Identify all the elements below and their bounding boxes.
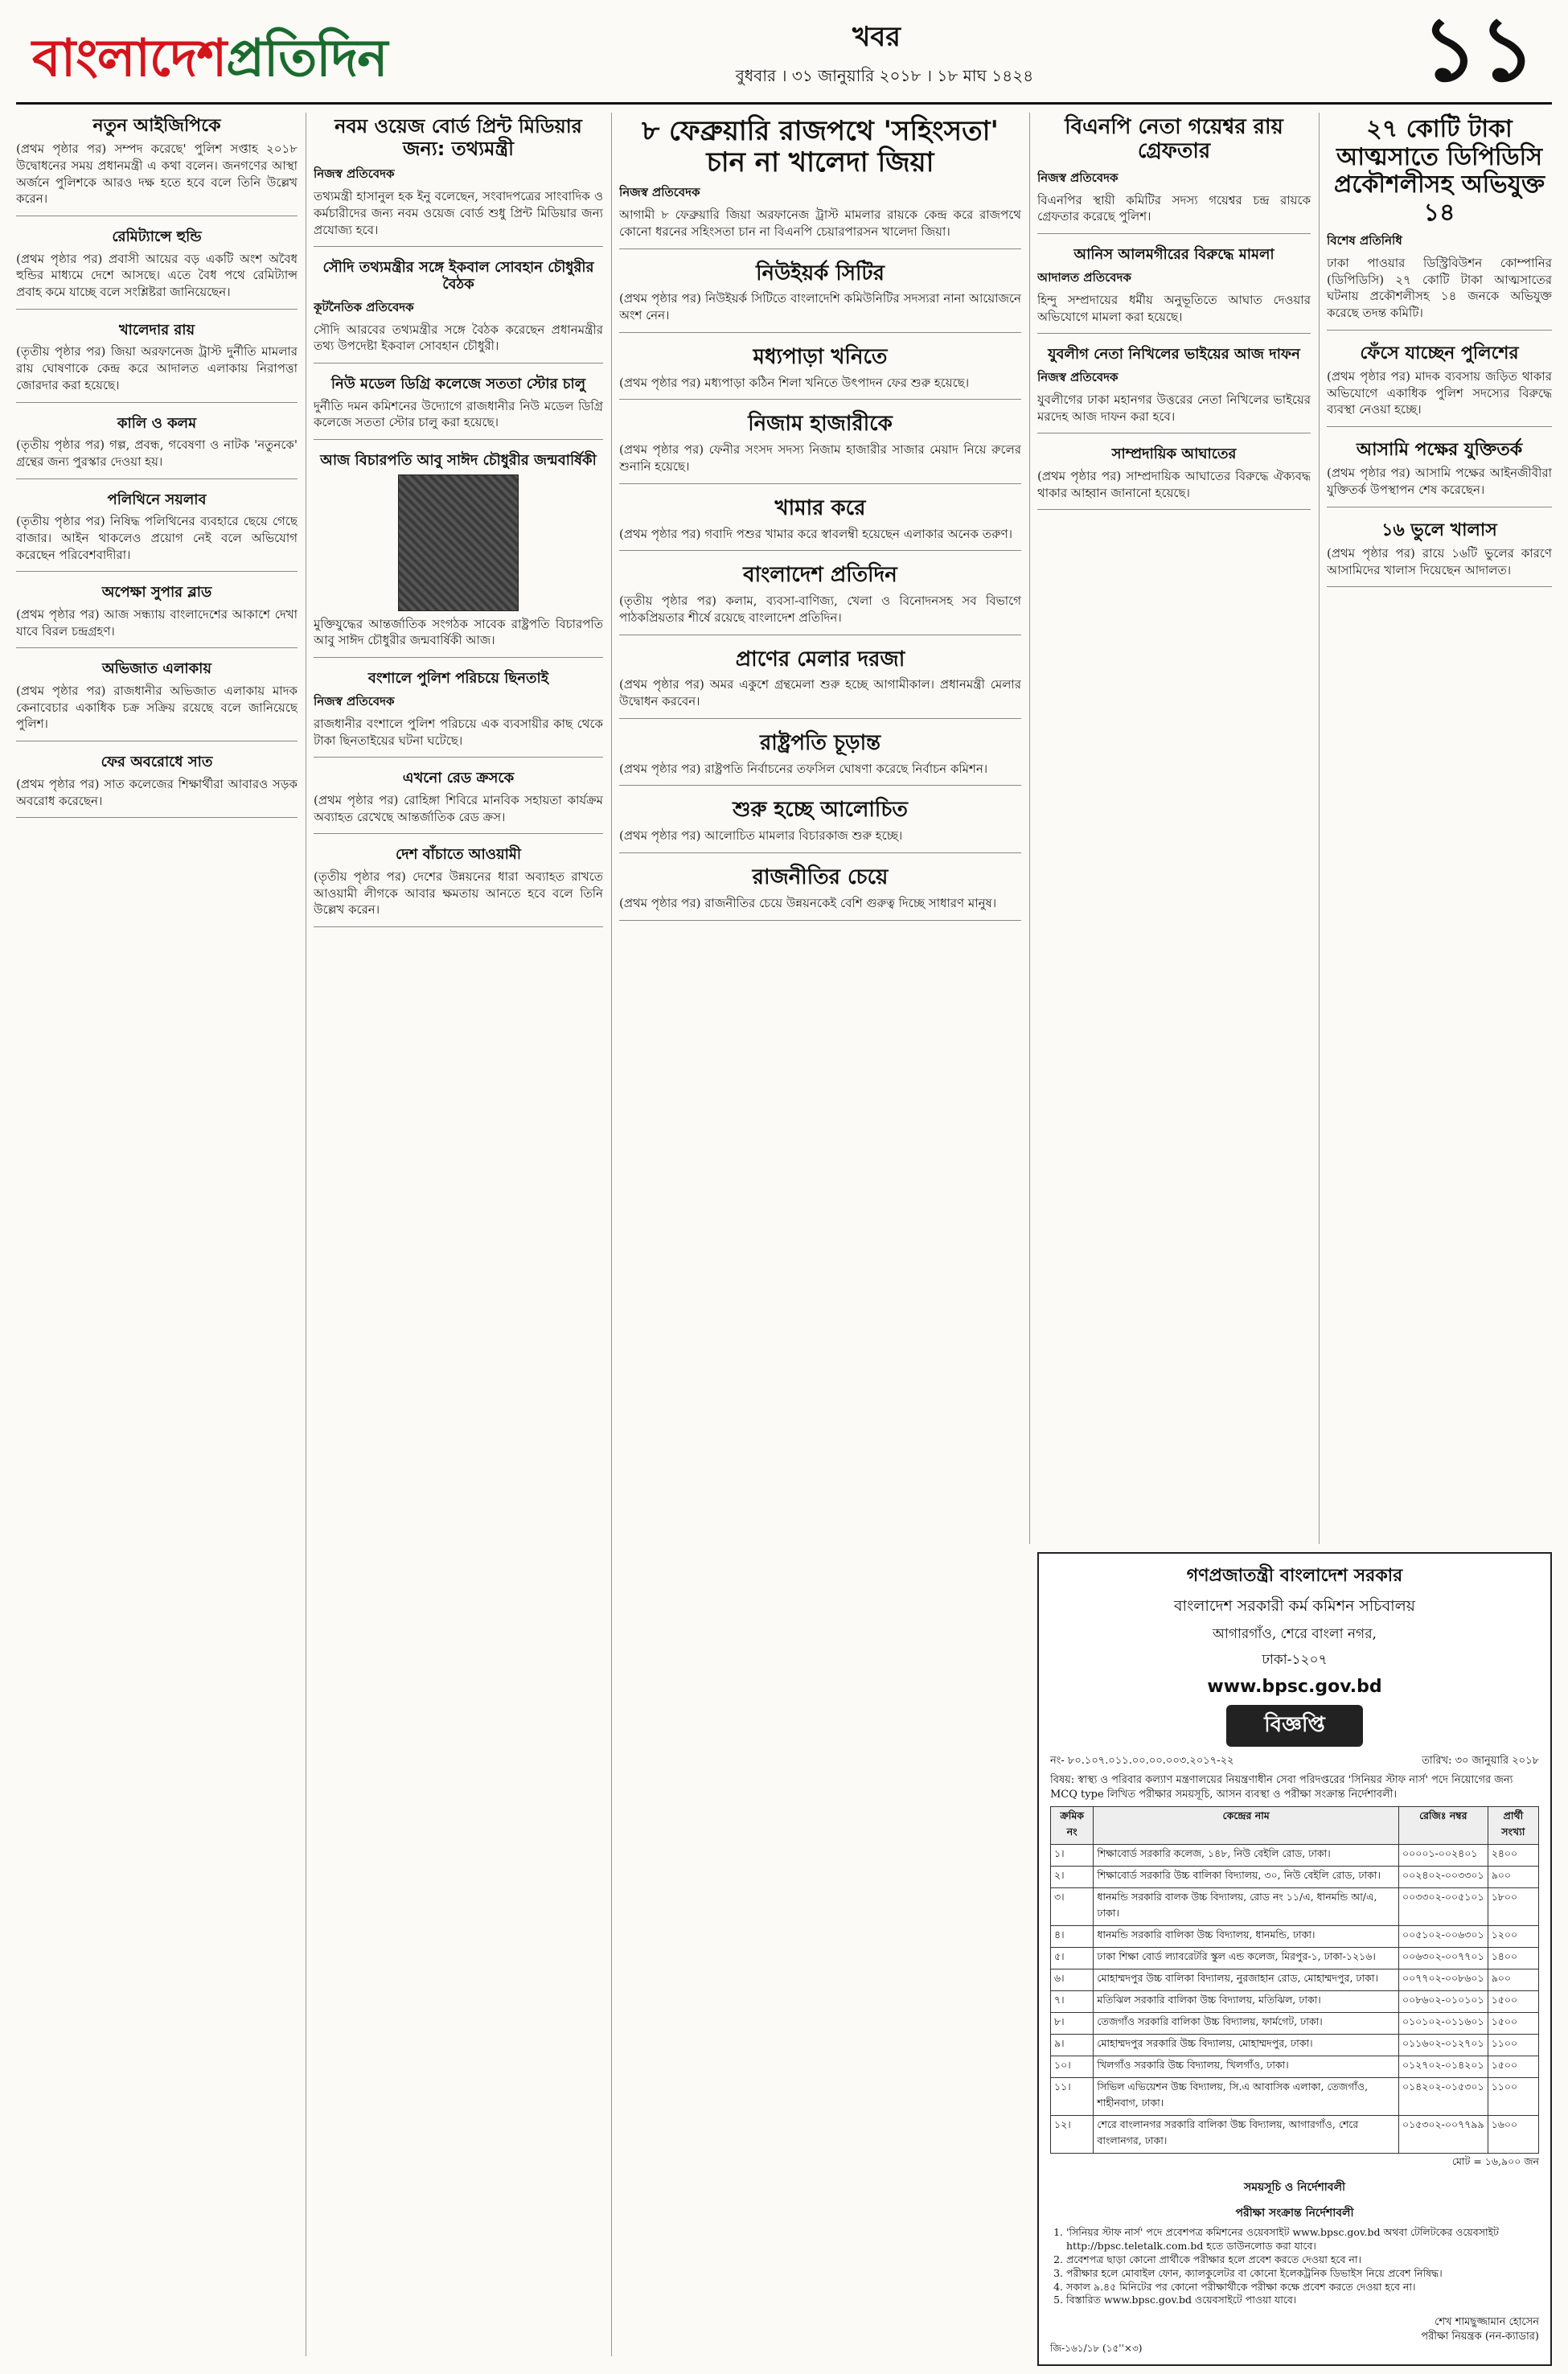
- table-cell: মোহাম্মদপুর সরকারি উচ্চ বিদ্যালয়, মোহাম্মদপুর, ঢাকা।: [1094, 2035, 1399, 2056]
- headline[interactable]: বংশালে পুলিশ পরিচয়ে ছিনতাই: [367, 670, 549, 688]
- table-row: [1051, 1867, 1539, 1888]
- column-3: [619, 113, 1021, 2356]
- table-cell: ০০০০১-০০২৪০১: [1398, 1845, 1488, 1867]
- byline: নিজস্ব প্রতিবেদক: [314, 693, 395, 709]
- table-cell: ৯০০: [1488, 1867, 1538, 1888]
- story-text: বিএনপির স্থায়ী কমিটির সদস্য গয়েশ্বর চন্দ্র রায়কে গ্রেফতার করেছে পুলিশ।: [1037, 192, 1311, 224]
- headline[interactable]: কালি ও কলম: [117, 414, 197, 432]
- headline[interactable]: দেশ বাঁচাতে আওয়ামী: [395, 846, 522, 864]
- headline[interactable]: এখনো রেড ক্রসকে: [402, 770, 515, 787]
- table-cell: ১২০০: [1488, 1926, 1538, 1948]
- column-4: [1037, 113, 1311, 1544]
- table-cell: তেজগাঁও সরকারি বালিকা উচ্চ বিদ্যালয়, ফার্মগেট, ঢাকা।: [1094, 2013, 1399, 2035]
- table-row: [1051, 1845, 1539, 1867]
- headline[interactable]: ফেঁসে যাচ্ছেন পুলিশের: [1360, 343, 1519, 363]
- story-text: (প্রথম পৃষ্ঠার পর) রোহিঙ্গা শিবিরে মানবিক সহায়তা কার্যক্রম অব্যাহত রেখেছে আন্তর্জাতিক রেড ক্রস।: [314, 792, 603, 824]
- headline[interactable]: যুবলীগ নেতা নিখিলের ভাইয়ের আজ দাফন: [1048, 346, 1300, 363]
- story: [16, 229, 298, 310]
- story: [314, 376, 603, 440]
- table-cell: ১০।: [1051, 2056, 1094, 2078]
- table-cell: ৫।: [1051, 1948, 1094, 1969]
- column-5: [1327, 113, 1552, 1544]
- column-1: [16, 113, 298, 2356]
- story: [314, 453, 603, 658]
- table-cell: ৮।: [1051, 2013, 1094, 2035]
- headline[interactable]: পলিথিনে সয়লাব: [107, 491, 207, 508]
- table-cell: ১৫০০: [1488, 2056, 1538, 2078]
- table-cell: ১২।: [1051, 2116, 1094, 2154]
- story-text: (প্রথম পৃষ্ঠার পর) প্রবাসী আয়ের বড় একটি অংশ অবৈধ হুন্ডির মাধ্যমে দেশে আসছে। এতে বৈধ পথে রেমিট্যান্স প্রবাহ কমে যাচ্ছে বলে সংশ্লিষ্টরা জানিয়েছেন।: [16, 251, 298, 300]
- story: [619, 866, 1021, 921]
- notice-addr1: আগারগাঁও, শেরে বাংলা নগর,: [1213, 1626, 1377, 1642]
- section-name: খবর: [852, 21, 901, 53]
- story-text: (তৃতীয় পৃষ্ঠার পর) গল্প, প্রবন্ধ, গবেষণা ও নাটক 'নতুনকে' গ্রন্থের জন্য পুরস্কার দেওয়া হয়।: [16, 437, 298, 469]
- story-text: (প্রথম পৃষ্ঠার পর) আজ সন্ধ্যায় বাংলাদেশের আকাশে দেখা যাবে বিরল চন্দ্রগ্রহণ।: [16, 607, 298, 639]
- notice-badge: বিজ্ঞপ্তি: [1226, 1705, 1363, 1747]
- story: [314, 671, 603, 758]
- page-number: ১১: [1421, 0, 1536, 101]
- headline[interactable]: নিউইয়র্ক সিটির: [756, 261, 885, 285]
- notice-subject: বিষয়: স্বাস্থ্য ও পরিবার কল্যাণ মন্ত্রণালয়ের নিয়ন্ত্রণাধীন সেবা পরিদপ্তরের 'সিনিয়র স্টাফ নার্স' পদে নিয়োগের জন্য MCQ type লিখিত পরীক্ষার সময়সূচি, আসন ব্যবস্থা ও পরীক্ষা সংক্রান্ত নির্দেশাবলী।: [1050, 1774, 1513, 1801]
- story: [619, 564, 1021, 635]
- story-text: (প্রথম পৃষ্ঠার পর) রাজনীতির চেয়ে উন্নয়নকেই বেশি গুরুত্ব দিচ্ছে সাধারণ মানুষ।: [619, 895, 997, 910]
- story-text: (প্রথম পৃষ্ঠার পর) সাত কলেজের শিক্ষার্থীরা আবারও সড়ক অবরোধ করেছেন।: [16, 776, 298, 808]
- story-text: (প্রথম পৃষ্ঠার পর) রাজধানীর অভিজাত এলাকায় মাদক কেনাবেচার একাধিক চক্র সক্রিয় রয়েছে বলে জানিয়েছে পুলিশ।: [16, 684, 298, 732]
- story-text: (প্রথম পৃষ্ঠার পর) মাদক ব্যবসায় জড়িত থাকার অভিযোগে একাধিক পুলিশ সদস্যের বিরুদ্ধে ব্যবস্থা নেওয়া হচ্ছে।: [1327, 369, 1552, 417]
- story: [1037, 116, 1311, 234]
- table-row: [1051, 1991, 1539, 2013]
- story: [314, 260, 603, 363]
- story: [314, 770, 603, 834]
- story: [619, 732, 1021, 787]
- table-cell: ১৫০০: [1488, 2013, 1538, 2035]
- story-text: (প্রথম পৃষ্ঠার পর) রায়ে ১৬টি ভুলের কারণে আসামিদের খালাস দিয়েছেন আদালত।: [1327, 546, 1552, 577]
- notice-org: বাংলাদেশ সরকারী কর্ম কমিশন সচিবালয়: [1173, 1597, 1415, 1615]
- rule-item: 4. সকাল ৯.৪৫ মিনিটের পর কোনো পরীক্ষার্থীকে পরীক্ষা কক্ষে প্রবেশ করতে দেওয়া হবে না।: [1066, 2281, 1539, 2294]
- table-row: [1051, 2056, 1539, 2078]
- story-text: আগামী ৮ ফেব্রুয়ারি জিয়া অরফানেজ ট্রাস্ট মামলার রায়কে কেন্দ্র করে রাজপথে কোনো ধরনের সহিংসতা চান না বিএনপি চেয়ারপারসন খালেদা জিয়া।: [619, 207, 1021, 239]
- table-cell: ০১১৬০২-০১২৭০১: [1398, 2035, 1488, 2056]
- table-row: [1051, 2116, 1539, 2154]
- story: [16, 754, 298, 818]
- table-cell: ০০৮৬০২-০১০১০১: [1398, 1991, 1488, 2013]
- table-cell: ধানমন্ডি সরকারি বালক উচ্চ বিদ্যালয়, রোড নং ১১/এ, ধানমন্ডি আ/এ, ঢাকা।: [1094, 1888, 1399, 1926]
- table-cell: ০১৪২০২-০১৫৩০১: [1398, 2078, 1488, 2116]
- table-cell: ৯।: [1051, 2035, 1094, 2056]
- headline[interactable]: নিউ মডেল ডিগ্রি কলেজে সততা স্টোর চালু: [330, 376, 586, 392]
- story-text: (প্রথম পৃষ্ঠার পর) সাম্প্রদায়িক আঘাতের বিরুদ্ধে ঐক্যবদ্ধ থাকার আহ্বান জানানো হয়েছে।: [1037, 468, 1311, 500]
- story: [619, 346, 1021, 400]
- table-cell: খিলগাঁও সরকারি উচ্চ বিদ্যালয়, খিলগাঁও, ঢাকা।: [1094, 2056, 1399, 2078]
- table-cell: ১১।: [1051, 2078, 1094, 2116]
- table-cell: ০১২৭০২-০১৪২০১: [1398, 2056, 1488, 2078]
- table-cell: ০১৫৩০২-০০৭৭৯৯: [1398, 2116, 1488, 2154]
- table-cell: ১।: [1051, 1845, 1094, 1867]
- headline[interactable]: সৌদি তথ্যমন্ত্রীর সঙ্গে ইকবাল সোবহান চৌধুরীর বৈঠক: [322, 259, 594, 293]
- column-2: [314, 113, 603, 2356]
- headline[interactable]: নিজাম হাজারীকে: [748, 412, 893, 437]
- story-text: (প্রথম পৃষ্ঠার পর) মধ্যপাড়া কঠিন শিলা খনিতে উৎপাদন ফের শুরু হয়েছে।: [619, 375, 970, 390]
- signer-title: পরীক্ষা নিয়ন্ত্রক (নন-ক্যাডার): [1421, 2330, 1539, 2343]
- story-text: (প্রথম পৃষ্ঠার পর) গবাদি পশুর খামার করে স্বাবলম্বী হয়েছেন এলাকার অনেক তরুণ।: [619, 526, 1012, 541]
- logo-part1: বাংলাদেশ: [32, 29, 227, 88]
- headline[interactable]: আনিস আলমগীরের বিরুদ্ধে মামলা: [1073, 246, 1275, 264]
- story: [16, 661, 298, 741]
- notice-gov: গণপ্রজাতন্ত্রী বাংলাদেশ সরকার: [1186, 1566, 1403, 1586]
- story: [16, 585, 298, 648]
- rules-title: পরীক্ষা সংক্রান্ত নির্দেশাবলী: [1235, 2207, 1354, 2220]
- notice-code: জি-১৬১/১৮ (১৫''×৩): [1050, 2343, 1143, 2354]
- notice-ref: নং- ৮০.১০৭.০১১.০০.০০.০০৩.২০১৭-২২: [1050, 1755, 1234, 1767]
- rule-item: 2. প্রবেশপত্র ছাড়া কোনো প্রার্থীকে পরীক্ষার হলে প্রবেশ করতে দেওয়া হবে না।: [1066, 2253, 1539, 2267]
- headline[interactable]: শুরু হচ্ছে আলোচিত: [733, 798, 908, 823]
- table-row: [1051, 2013, 1539, 2035]
- headline[interactable]: রেমিট্যান্সে হুন্ডি: [112, 228, 202, 246]
- center-table: [1050, 1806, 1539, 2154]
- notice-addr2: ঢাকা-১২০৭: [1262, 1652, 1328, 1668]
- table-cell: ০০২৪০২-০০৩৩০১: [1398, 1867, 1488, 1888]
- table-cell: শেরে বাংলানগর সরকারি বালিকা উচ্চ বিদ্যালয়, আগারগাঁও, শেরে বাংলানগর, ঢাকা।: [1094, 2116, 1399, 2154]
- table-header: প্রার্থী সংখ্যা: [1488, 1807, 1538, 1845]
- story: [1327, 520, 1552, 588]
- table-header: ক্রমিক নং: [1051, 1807, 1094, 1845]
- table-cell: মতিঝিল সরকারি বালিকা উচ্চ বিদ্যালয়, মতিঝিল, ঢাকা।: [1094, 1991, 1399, 2013]
- story-text: (প্রথম পৃষ্ঠার পর) আসামি পক্ষের আইনজীবীরা যুক্তিতর্ক উপস্থাপন শেষ করেছেন।: [1327, 466, 1552, 498]
- rule-item: 3. পরীক্ষার হলে মোবাইল ফোন, ক্যালকুলেটর বা কোনো ইলেকট্রনিক ডিভাইস নিয়ে প্রবেশ নিষিদ্ধ।: [1066, 2267, 1539, 2281]
- table-row: [1051, 2035, 1539, 2056]
- story-text: দুর্নীতি দমন কমিশনের উদ্যোগে রাজধানীর নিউ মডেল ডিগ্রি কলেজে সততা স্টোর চালু করা হয়েছে।: [314, 398, 603, 430]
- table-cell: ৭।: [1051, 1991, 1094, 2013]
- story: [1037, 347, 1311, 433]
- table-cell: সিভিল এভিয়েশন উচ্চ বিদ্যালয়, সি.এ আবাসিক এলাকা, তেজগাঁও, শাহীনবাগ, ঢাকা।: [1094, 2078, 1399, 2116]
- table-row: [1051, 1926, 1539, 1948]
- story-text: হিন্দু সম্প্রদায়ের ধর্মীয় অনুভূতিতে আঘাত দেওয়ার অভিযোগে মামলা করা হয়েছে।: [1037, 292, 1311, 324]
- byline: নিজস্ব প্রতিবেদক: [1037, 170, 1119, 185]
- table-cell: ০১০১০২-০১১৬০১: [1398, 2013, 1488, 2035]
- story: [619, 116, 1021, 249]
- logo-part2: প্রতিদিন: [226, 29, 388, 88]
- table-header: কেন্দ্রের নাম: [1094, 1807, 1399, 1845]
- story: [1037, 247, 1311, 334]
- table-cell: ০০৩৩০২-০০৫১০১: [1398, 1888, 1488, 1926]
- story: [1327, 116, 1552, 331]
- table-cell: ১১০০: [1488, 2078, 1538, 2116]
- headline[interactable]: নতুন আইজিপিকে: [92, 116, 221, 136]
- table-cell: ঢাকা শিক্ষা বোর্ড ল্যাবরেটরি স্কুল এন্ড কলেজ, মিরপুর-১, ঢাকা-১২১৬।: [1094, 1948, 1399, 1969]
- story: [16, 322, 298, 403]
- headline[interactable]: নবম ওয়েজ বোর্ড প্রিন্ট মিডিয়ার জন্য: তথ্যমন্ত্রী: [335, 115, 582, 160]
- headline[interactable]: অভিজাত এলাকায়: [102, 660, 211, 678]
- table-cell: ১৮০০: [1488, 1888, 1538, 1926]
- rule-item: 5. বিস্তারিত www.bpsc.gov.bd ওয়েবসাইটে পাওয়া যাবে।: [1066, 2294, 1539, 2307]
- headline[interactable]: ২৭ কোটি টাকা আত্মসাতে ডিপিডিসি প্রকৌশলীসহ অভিযুক্ত ১৪: [1333, 115, 1545, 227]
- masthead: [16, 0, 1552, 105]
- table-cell: ১৪০০: [1488, 1948, 1538, 1969]
- table-header: রেজিঃ নম্বর: [1398, 1807, 1488, 1845]
- table-row: [1051, 1969, 1539, 1991]
- table-cell: শিক্ষাবোর্ড সরকারি কলেজ, ১৪৮, নিউ বেইলি রোড, ঢাকা।: [1094, 1845, 1399, 1867]
- story: [314, 847, 603, 927]
- headline[interactable]: অপেক্ষা সুপার ব্লাড: [101, 584, 212, 602]
- headline[interactable]: আসামি পক্ষের যুক্তিতর্ক: [1356, 440, 1523, 461]
- story-text: (প্রথম পৃষ্ঠার পর) আলোচিত মামলার বিচারকাজ শুরু হচ্ছে।: [619, 828, 903, 844]
- story: [1037, 446, 1311, 510]
- table-cell: ২।: [1051, 1867, 1094, 1888]
- story: [16, 116, 298, 216]
- headline[interactable]: প্রাণের মেলার দরজা: [735, 647, 905, 672]
- story-text: তথ্যমন্ত্রী হাসানুল হক ইনু বলেছেন, সংবাদপত্রের সাংবাদিক ও কর্মচারীদের জন্য নবম ওয়েজ বোর্ড শুধু প্রিন্ট মিডিয়ার জন্য প্রযোজ্য হবে।: [314, 189, 603, 237]
- table-cell: ৯০০: [1488, 1969, 1538, 1991]
- table-cell: ধানমন্ডি সরকারি বালিকা উচ্চ বিদ্যালয়, ধানমন্ডি, ঢাকা।: [1094, 1926, 1399, 1948]
- rule-item: 1. 'সিনিয়র স্টাফ নার্স' পদে প্রবেশপত্র কমিশনের ওয়েবসাইট www.bpsc.gov.bd অথবা টেলিটকের ওয়েবসাইট http://bpsc.teletalk.com.bd হতে ডাউনলোড করা যাবে।: [1066, 2226, 1539, 2253]
- headline[interactable]: ৮ ফেব্রুয়ারি রাজপথে 'সহিংসতা' চান না খালেদা জিয়া: [642, 115, 999, 179]
- byline: নিজস্ব প্রতিবেদক: [619, 185, 700, 200]
- byline: নিজস্ব প্রতিবেদক: [314, 166, 395, 182]
- notice-url[interactable]: www.bpsc.gov.bd: [1207, 1677, 1382, 1697]
- story-text: (প্রথম পৃষ্ঠার পর) নিউইয়র্ক সিটিতে বাংলাদেশি কমিউনিটির সদস্যরা নানা আয়োজনে অংশ নেন।: [619, 291, 1021, 323]
- story: [619, 413, 1021, 483]
- byline: বিশেষ প্রতিনিধি: [1327, 233, 1402, 248]
- story-text: (তৃতীয় পৃষ্ঠার পর) নিষিদ্ধ পলিথিনের ব্যবহারে ছেয়ে গেছে বাজার। আইন থাকলেও প্রয়োগ নেই বলে অভিযোগ করেছেন পরিবেশবাদীরা।: [16, 514, 298, 562]
- story: [16, 416, 298, 479]
- byline: নিজস্ব প্রতিবেদক: [1037, 369, 1119, 384]
- table-row: [1051, 1948, 1539, 1969]
- table-cell: ২৪০০: [1488, 1845, 1538, 1867]
- story: [619, 648, 1021, 719]
- notice-total: মোট = ১৬,৯০০ জন: [1451, 2155, 1539, 2168]
- newspaper-logo[interactable]: [32, 19, 387, 105]
- story-text: সৌদি আরবের তথ্যমন্ত্রীর সঙ্গে বৈঠক করেছেন প্রধানমন্ত্রীর তথ্য উপদেষ্টা ইকবাল সোবহান চৌধুরী।: [314, 322, 603, 354]
- rules-list: [1050, 2226, 1539, 2307]
- table-row: [1051, 2078, 1539, 2116]
- story: [314, 116, 603, 247]
- signer-name: শেখ শামছুজ্জামান হোসেন: [1435, 2316, 1539, 2329]
- story-text: (প্রথম পৃষ্ঠার পর) ফেনীর সংসদ সদস্য নিজাম হাজারীর সাজার মেয়াদ নিয়ে রুলের শুনানি হয়েছে।: [619, 442, 1021, 474]
- table-cell: ১৬০০: [1488, 2116, 1538, 2154]
- table-cell: ৬।: [1051, 1969, 1094, 1991]
- table-cell: ১৫০০: [1488, 1991, 1538, 2013]
- headline[interactable]: রাষ্ট্রপতি চূড়ান্ত: [759, 730, 881, 755]
- story-text: (তৃতীয় পৃষ্ঠার পর) দেশের উন্নয়নের ধারা অব্যাহত রাখতে আওয়ামী লীগকে আবার ক্ষমতায় আনতে হবে বলে তিনি উল্লেখ করেন।: [314, 869, 603, 918]
- headline[interactable]: বাংলাদেশ প্রতিদিন: [743, 563, 897, 588]
- story-text: (প্রথম পৃষ্ঠার পর) অমর একুশে গ্রন্থমেলা শুরু হচ্ছে আগামীকাল। প্রধানমন্ত্রী মেলার উদ্বোধন করবেন।: [619, 677, 1021, 709]
- story-text: (প্রথম পৃষ্ঠার পর) রাষ্ট্রপতি নির্বাচনের তফসিল ঘোষণা করেছে নির্বাচন কমিশন।: [619, 761, 988, 776]
- byline: আদালত প্রতিবেদক: [1037, 269, 1131, 285]
- dateline: বুধবার । ৩১ জানুয়ারি ২০১৮ । ১৮ মাঘ ১৪২৪: [735, 66, 1034, 85]
- notice-date: তারিখ: ৩০ জানুয়ারি ২০১৮: [1422, 1755, 1539, 1767]
- headline[interactable]: খালেদার রায়: [118, 321, 195, 339]
- table-cell: ৩।: [1051, 1888, 1094, 1926]
- story: [619, 799, 1021, 853]
- story-text: যুবলীগের ঢাকা মহানগর উত্তরের নেতা নিখিলের ভাইয়ের মরদেহ আজ দাফন করা হবে।: [1037, 392, 1311, 424]
- story-text: রাজধানীর বংশালে পুলিশ পরিচয়ে এক ব্যবসায়ীর কাছ থেকে টাকা ছিনতাইয়ের ঘটনা ঘটেছে।: [314, 716, 603, 748]
- table-cell: শিক্ষাবোর্ড সরকারি উচ্চ বালিকা বিদ্যালয়, ৩০, নিউ বেইলি রোড, ঢাকা।: [1094, 1867, 1399, 1888]
- table-cell: ০০৫১০২-০০৬৩০১: [1398, 1926, 1488, 1948]
- table-cell: ৪।: [1051, 1926, 1094, 1948]
- headline[interactable]: মধ্যপাড়া খনিতে: [753, 344, 888, 369]
- story-text: (প্রথম পৃষ্ঠার পর) সম্পদ করেছে' পুলিশ সপ্তাহ ২০১৮ উদ্বোধনের সময় প্রধানমন্ত্রী এ কথা বলেন। জনগণের আস্থা অর্জনে পুলিশকে আরও দক্ষ হতে হবে বলে তিনি উল্লেখ করেন।: [16, 142, 298, 207]
- bpsc-notice: [1037, 1552, 1552, 2366]
- story-text: মুক্তিযুদ্ধের আন্তর্জাতিক সংগঠক সাবেক রাষ্ট্রপতি বিচারপতি আবু সাঈদ চৌধুরীর জন্মবার্ষিকী আজ।: [314, 616, 603, 648]
- story-text: (তৃতীয় পৃষ্ঠার পর) জিয়া অরফানেজ ট্রাস্ট দুর্নীতি মামলার রায় ঘোষণাকে কেন্দ্র করে আদালত এলাকায় নিরাপত্তা জোরদার করা হয়েছে।: [16, 344, 298, 392]
- headline[interactable]: রাজনীতির চেয়ে: [752, 865, 889, 889]
- story: [16, 492, 298, 573]
- headline[interactable]: ১৬ ভুলে খালাস: [1381, 520, 1497, 540]
- headline[interactable]: সাম্প্রদায়িক আঘাতের: [1111, 446, 1237, 463]
- schedule-title: সময়সূচি ও নির্দেশাবলী: [1243, 2181, 1346, 2195]
- headline[interactable]: খামার করে: [774, 495, 866, 520]
- table-row: [1051, 1888, 1539, 1926]
- table-cell: ০০৬৩০২-০০৭৭০১: [1398, 1948, 1488, 1969]
- story-text: (তৃতীয় পৃষ্ঠার পর) কলাম, ব্যবসা-বাণিজ্য, খেলা ও বিনোদনসহ সব বিভাগে পাঠকপ্রিয়তার শীর্ষে রয়েছে বাংলাদেশ প্রতিদিন।: [619, 594, 1021, 625]
- headline[interactable]: আজ বিচারপতি আবু সাঈদ চৌধুরীর জন্মবার্ষিকী: [320, 452, 597, 470]
- story: [1327, 343, 1552, 427]
- headline[interactable]: বিএনপি নেতা গয়েশ্বর রায় গ্রেফতার: [1065, 115, 1283, 163]
- headline[interactable]: ফের অবরোধে সাত: [101, 754, 213, 771]
- table-cell: ১১০০: [1488, 2035, 1538, 2056]
- story: [619, 262, 1021, 333]
- table-cell: মোহাম্মদপুর উচ্চ বালিকা বিদ্যালয়, নুরজাহান রোড, মোহাম্মদপুর, ঢাকা।: [1094, 1969, 1399, 1991]
- portrait-photo: [398, 474, 519, 611]
- byline: কূটনৈতিক প্রতিবেদক: [314, 299, 414, 314]
- table-cell: ০০৭৭০২-০০৮৬০১: [1398, 1969, 1488, 1991]
- story: [619, 497, 1021, 552]
- story-text: ঢাকা পাওয়ার ডিস্ট্রিবিউশন কোম্পানির (ডিপিডিসি) ২৭ কোটি টাকা আত্মসাতের ঘটনায় প্রকৌশলীসহ ১৪ জনকে অভিযুক্ত করেছে তদন্ত কমিটি।: [1327, 256, 1552, 321]
- story: [1327, 440, 1552, 507]
